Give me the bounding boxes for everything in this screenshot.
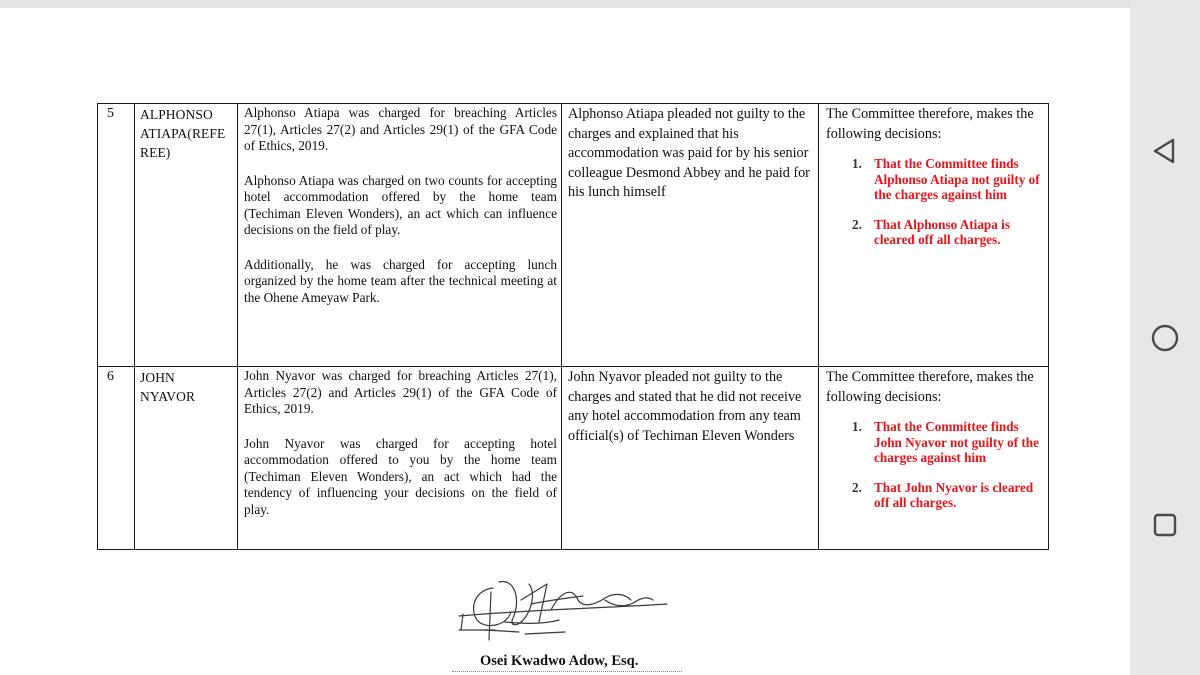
square-recents-icon [1150, 510, 1180, 540]
signer-name: Osei Kwadwo Adow, Esq. [480, 653, 639, 669]
plea-cell: John Nyavor pleaded not guilty to the charges and stated that he did not receive any hotel accommodation from any team official(s) of Techiman Eleven Wonders [562, 367, 819, 550]
person-name-line: ALPHONSO [140, 107, 213, 122]
charges-cell [238, 104, 562, 367]
decision-list [826, 419, 1044, 511]
charge-paragraph: Additionally, he was charged for accepting lunch organized by the home team after the technical meeting at the Ohene Ameyaw Park. [244, 256, 557, 305]
decision-intro: The Committee therefore, makes the following decisions: [826, 106, 1034, 142]
person-name-line: REE) [140, 145, 171, 160]
plea-cell: Alphonso Atiapa pleaded not guilty to the charges and explained that his accommodation was paid for by his senior colleague Desmond Abbey and he paid for his lunch himself [562, 104, 819, 367]
circle-home-icon [1150, 323, 1180, 353]
decision-text: That Alphonso Atiapa is cleared off all charges. [874, 216, 1010, 247]
person-name [135, 367, 238, 550]
recents-button[interactable] [1147, 507, 1183, 543]
charge-paragraph: Alphonso Atiapa was charged on two counts for accepting hotel accommodation offered by the home team (Techiman Eleven Wonders), an act which can influence decisions on the field of play. [244, 172, 557, 237]
decision-number: 2. [852, 479, 862, 495]
decision-number: 2. [852, 216, 862, 232]
decision-cell [819, 104, 1049, 367]
table-row [98, 367, 1049, 550]
person-name-line: JOHN [140, 370, 175, 385]
home-button[interactable] [1147, 320, 1183, 356]
top-strip [0, 0, 1130, 8]
decision-number: 1. [852, 419, 862, 434]
charge-paragraph: John Nyavor was charged for accepting hotel accommodation offered to you by the home team (Techiman Eleven Wonders), an act which had the tendency of influencing your decisions on the field of play. [244, 435, 557, 517]
person-name-line: NYAVOR [140, 389, 196, 404]
decision-item [826, 217, 1044, 248]
decision-cell [819, 367, 1049, 550]
decision-item [826, 156, 1044, 203]
table-row [98, 104, 1049, 367]
person-name [135, 104, 238, 367]
charges-cell [238, 367, 562, 550]
person-name-line: ATIAPA(REFE [140, 126, 226, 141]
charge-paragraph: John Nyavor was charged for breaching Articles 27(1), Articles 27(2) and Articles 29(1) of the GFA Code of Ethics, 2019. [244, 368, 557, 416]
disciplinary-decisions-table [97, 103, 1049, 550]
decision-item [826, 419, 1044, 466]
signer-title-line [452, 671, 682, 674]
charge-paragraph: Alphonso Atiapa was charged for breaching Articles 27(1), Articles 27(2) and Articles 29(1) of the GFA Code of Ethics, 2019. [244, 105, 557, 153]
decision-intro: The Committee therefore, makes the following decisions: [826, 369, 1034, 405]
decision-item [826, 480, 1044, 511]
handwritten-signature [455, 570, 670, 645]
decision-text: That the Committee finds Alphonso Atiapa not guilty of the charges against him [874, 156, 1040, 202]
decision-number: 1. [852, 156, 862, 171]
decision-text: That the Committee finds John Nyavor not guilty of the charges against him [874, 419, 1039, 465]
row-number: 5 [98, 104, 135, 367]
decision-text: That John Nyavor is cleared off all charges. [874, 479, 1034, 510]
triangle-back-icon [1150, 136, 1180, 166]
decision-list [826, 156, 1044, 248]
back-button[interactable] [1147, 133, 1183, 169]
row-number: 6 [98, 367, 135, 550]
